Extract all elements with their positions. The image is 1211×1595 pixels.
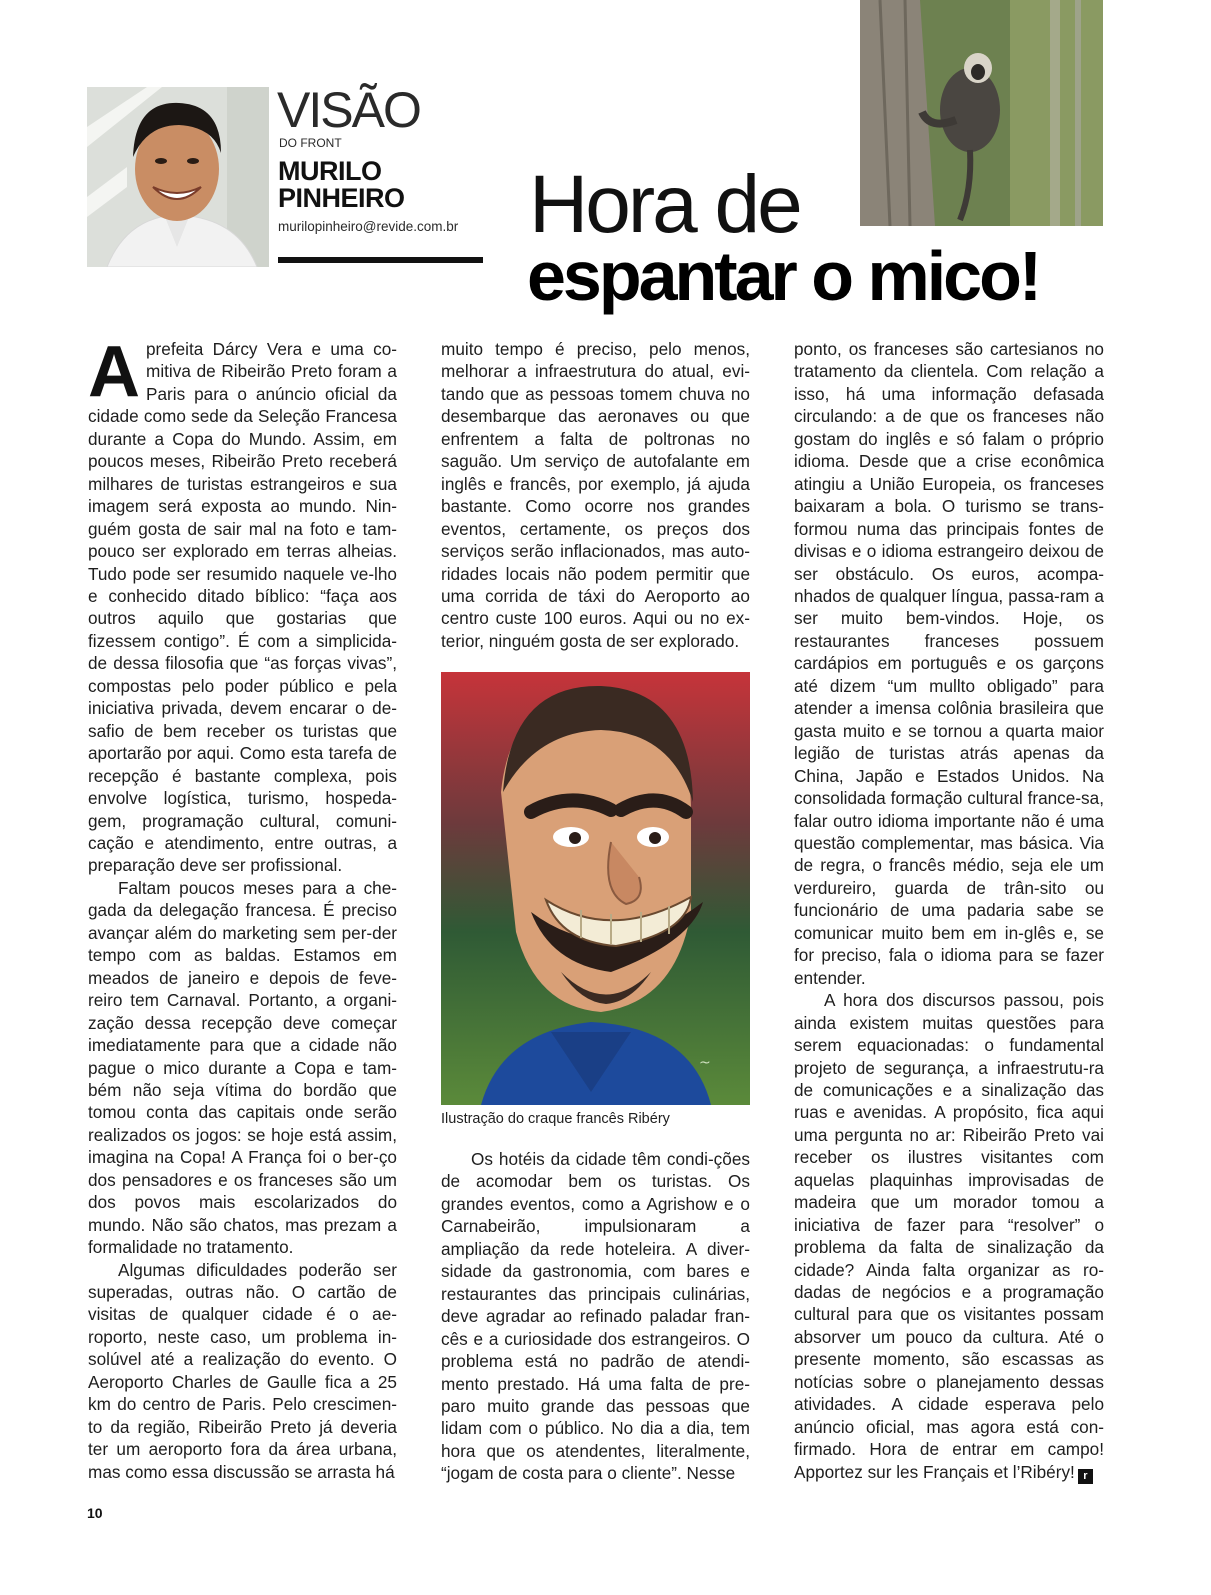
article-column-3	[794, 338, 1104, 1484]
author-email[interactable]: murilopinheiro@revide.com.br	[278, 219, 459, 234]
paragraph: Algumas dificuldades poderão ser superadas, outras não. O cartão de visitas de qualquer cidade é o ae-roporto, neste caso, um problema in-solúvel até a realização do evento. O Aeroporto Charles de Gaulle fica a 25 km do centro de Paris. Pelo crescimen-to da região, Ribeirão Preto já deveria ter um aeroporto fora da área urbana, mas como essa discussão se arrasta há	[88, 1259, 397, 1482]
article-column-2-top	[441, 338, 750, 652]
ribery-caricature-illustration	[441, 672, 750, 1105]
illustration-caption: Ilustração do craque francês Ribéry	[441, 1111, 670, 1127]
monkey-photo	[860, 0, 1103, 226]
paragraph: muito tempo é preciso, pelo menos, melhorar a infraestrutura do atual, evi-tando que as pessoas tomem chuva no desembarque das aeronaves ou que enfrentem a falta de poltronas no saguão. Um serviço de autofalante em inglês e francês, por exemplo, já ajuda bastante. Como ocorre nos grandes eventos, certamente, os preços dos serviços serão inflacionados, mas auto-ridades locais não podem permitir que uma corrida de táxi do Aeroporto ao centro custe 100 euros. Aqui ou no ex-terior, ninguém gosta de ser explorado.	[441, 339, 750, 651]
svg-text:~: ~	[699, 1055, 711, 1071]
author-name	[278, 158, 498, 212]
end-mark-icon: r	[1078, 1469, 1093, 1484]
paragraph: ponto, os franceses são cartesianos no tratamento da clientela. Com relação a isso, há uma informação defasada circulando: a de que os franceses não gostam do inglês e só falam o próprio idioma. Desde que a crise econômica atingiu a União Europeia, os franceses baixaram a bola. O turismo se trans-formou numa das principais fontes de divisas e o idioma estrangeiro deixou de ser obstáculo. Os euros, acompa-nhados de qualquer língua, passa-ram a ser muito bem-vindos. Hoje, os restaurantes franceses possuem cardápios em português e os garçons até dizem “um mullto obligado” para atender a imensa colônia brasileira que gasta muito e se tornou a quarta maior legião de turistas atrás apenas da China, Japão e Estados Unidos. Na consolidada formação cultural france-sa, falar outro idioma importante não é uma questão complementar, mas básica. Via de regra, o francês médio, seja ele um verdureiro, guarda de trân-sito ou funcionário de uma padaria sabe se comunicar muito bem em in-glês e, se for preciso, fala o idioma para se fazer entender.	[794, 339, 1104, 988]
paragraph	[88, 332, 397, 877]
headline-line-2: espantar o mico!	[527, 237, 1040, 315]
author-divider	[278, 257, 483, 263]
paragraph	[794, 989, 1104, 1484]
article-column-2-bottom	[441, 1148, 750, 1485]
drop-cap: A	[88, 332, 140, 412]
author-first-name: MURILO	[278, 156, 382, 186]
headline-line-1: Hora de	[529, 159, 800, 250]
article-column-1	[88, 332, 397, 1488]
paragraph-text: A hora dos discursos passou, pois ainda existem muitas questões para serem equacionadas: o fundamental projeto de segurança, a infraestrutu-ra de comunicações e a sinalização das ruas e avenidas. A propósito, fica aqui uma pergunta no ar: Ribeirão Preto vai receber os ilustres visitantes com aquelas plaquinhas improvisadas de madeira que um morador tomou a iniciativa de fazer para “resolver” o problema da falta de sinalização da cidade? Ainda falta organizar as ro-dadas de negócios e a programação cultural para que os visitantes possam absorver um pouco da cultura. Até o presente momento, são escassas as notícias sobre o planejamento dessas atividades. A cidade esperava pelo anúncio oficial, mas agora está con-firmado. Hora de entrar em campo! Apportez sur les Français et l’Ribéry!	[794, 990, 1104, 1482]
column-subtitle: DO FRONT	[279, 136, 342, 150]
author-last-name: PINHEIRO	[278, 183, 405, 213]
paragraph: Os hotéis da cidade têm condi-ções de acomodar bem os turistas. Os grandes eventos, como a Agrishow e o Carnabeirão, impulsionaram a ampliação da rede hoteleira. A diver-sidade da gastronomia, com bares e restaurantes das principais culinárias, deve agradar ao refinado paladar fran-cês e a curiosidade dos estrangeiros. O problema está no padrão de atendi-mento prestado. Há uma falta de pre-paro muito grande das pessoas que lidam com o público. No dia a dia, tem hora que os atendentes, literalmente, “jogam de costa para o cliente”. Nesse	[441, 1149, 750, 1484]
author-photo	[87, 87, 269, 267]
paragraph-text: prefeita Dárcy Vera e uma co-mitiva de Ribeirão Preto foram a Paris para o anúncio oficial da cidade como sede da Seleção Francesa durante a Copa do Mundo. Assim, em poucos meses, Ribeirão Preto receberá milhares de turistas estrangeiros e sua imagem será exposta ao mundo. Nin-guém gosta de sair mal na foto e tam-pouco ser explorado em terras alheias. Tudo pode ser resumido naquele ve-lho e conhecido ditado bíblico: “faça aos outros aquilo que gostarias que fizessem contigo”. É com a simplicida-de dessa filosofia que “as forças vivas”, compostas pelo poder público e pela iniciativa privada, devem encarar o de-safio de bem receber os turistas que aportarão por aqui. Como esta tarefa de recepção é bastante complexa, pois envolve logística, turismo, hospeda-gem, programação cultural, comuni-cação e atendimento, entre outras, a preparação deve ser profissional.	[88, 339, 397, 876]
column-tag: VISÃO	[277, 82, 420, 138]
paragraph: Faltam poucos meses para a che-gada da delegação francesa. É preciso avançar além do marketing sem per-der tempo com as baldas. Estamos em meados de janeiro e depois de feve-reiro tem Carnaval. Portanto, a organi-zação dessa recepção deve começar imediatamente para que a cidade não pague o mico durante a Copa e tam-bém não seja vítima do bordão que tomou conta das capitais onde serão realizados os jogos: se hoje está assim, imagina na Copa! A França foi o ber-ço dos pensadores e os franceses são um dos povos mais escolarizados do mundo. Não são chatos, mas prezam a formalidade no tratamento.	[88, 877, 397, 1258]
page-number: 10	[87, 1505, 103, 1521]
